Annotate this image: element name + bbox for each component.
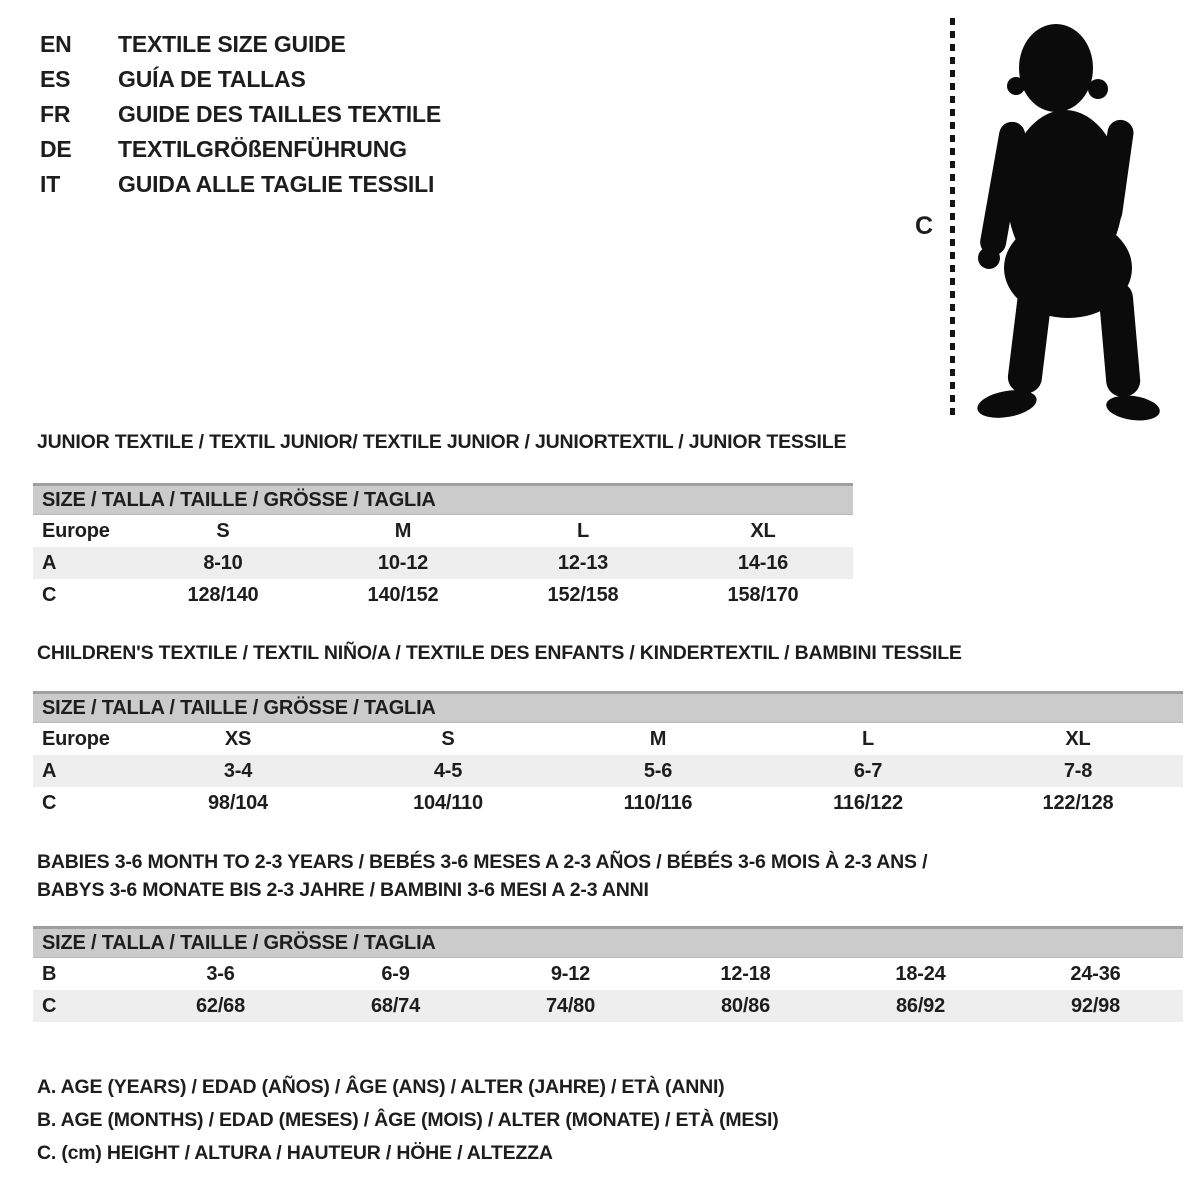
row-label: C [42,791,57,814]
language-row [40,27,441,62]
table-row-height [33,787,1183,819]
table-row-age [33,547,853,579]
language-label: TEXTILGRÖßENFÜHRUNG [118,136,407,162]
size-cell: 8-10 [203,551,243,574]
table-row-months [33,958,1183,991]
size-cell: 12-13 [557,551,609,574]
language-label: TEXTILE SIZE GUIDE [118,31,346,57]
language-label: GUIDA ALLE TAGLIE TESSILI [118,171,435,197]
size-cell: S [216,519,230,542]
size-cell: 68/74 [370,994,421,1017]
table-row-europe [33,515,853,548]
junior-size-table [33,483,853,611]
size-cell: L [861,727,875,750]
row-label: C [42,994,57,1017]
size-cell: 6-9 [381,962,410,985]
size-cell: 6-7 [853,759,883,782]
size-cell: M [649,727,667,750]
row-label: A [42,551,57,574]
babies-section-title-line1: BABIES 3-6 MONTH TO 2-3 YEARS / BEBÉS 3-6 MESES A 2-3 AÑOS / BÉBÉS 3-6 MOIS À 2-3 ANS / [37,851,928,873]
language-code: DE [40,136,72,162]
babies-section-title-line2: BABYS 3-6 MONATE BIS 2-3 JAHRE / BAMBINI 3-6 MESI A 2-3 ANNI [37,879,649,901]
language-list [40,27,441,202]
size-cell: 80/86 [720,994,771,1017]
size-cell: 128/140 [187,583,259,606]
language-row [40,97,441,132]
size-cell: 7-8 [1063,759,1093,782]
size-cell: XL [1065,727,1091,750]
size-cell: 14-16 [737,551,789,574]
babies-section [33,848,1183,1022]
size-cell: 140/152 [367,583,439,606]
row-label: C [42,583,57,606]
junior-section-title: JUNIOR TEXTILE / TEXTIL JUNIOR/ TEXTILE JUNIOR / JUNIORTEXTIL / JUNIOR TESSILE [37,431,847,453]
size-cell: 98/104 [208,791,268,814]
size-cell: 74/80 [545,994,596,1017]
children-size-table [33,691,1183,819]
row-label: A [42,759,57,782]
children-section [33,641,1183,819]
size-header-bar: SIZE / TALLA / TAILLE / GRÖSSE / TAGLIA [33,485,853,515]
baby-silhouette-icon [963,12,1173,424]
size-cell: 10-12 [377,551,429,574]
table-row-height [33,990,1183,1022]
language-label: GUIDE DES TAILLES TEXTILE [118,101,441,127]
language-label: GUÍA DE TALLAS [118,66,306,92]
size-cell: XL [750,519,776,542]
table-header-row [33,485,853,515]
table-row-height [33,579,853,611]
language-code: EN [40,31,72,57]
language-code: ES [40,66,71,92]
height-measure-label: C [915,212,934,240]
size-cell: 9-12 [550,962,591,985]
row-label: B [42,962,57,985]
size-cell: 122/128 [1042,791,1114,814]
language-code: IT [40,171,61,197]
size-cell: M [394,519,412,542]
size-cell: S [441,727,455,750]
size-cell: 110/116 [623,791,693,814]
size-cell: 116/122 [833,791,903,814]
row-label: Europe [42,519,110,542]
size-cell: 18-24 [895,962,946,985]
size-cell: 3-4 [223,759,253,782]
table-row-europe [33,723,1183,756]
row-label: Europe [42,727,110,750]
height-dashed-line [950,18,955,418]
size-cell: 12-18 [720,962,771,985]
size-figure [905,8,1195,428]
legend-line-b: B. AGE (MONTHS) / EDAD (MESES) / ÂGE (MOIS) / ALTER (MONATE) / ETÀ (MESI) [37,1109,779,1131]
size-cell: L [576,519,590,542]
size-cell: 62/68 [195,994,246,1017]
size-header-bar: SIZE / TALLA / TAILLE / GRÖSSE / TAGLIA [33,928,1183,958]
size-cell: 104/110 [413,791,483,814]
table-row-age [33,755,1183,787]
language-row [40,132,441,167]
size-cell: XS [224,727,252,750]
babies-size-table [33,926,1183,1022]
language-code: FR [40,101,71,127]
size-cell: 158/170 [727,583,799,606]
size-cell: 3-6 [206,962,235,985]
size-cell: 92/98 [1070,994,1121,1017]
legend-line-a: A. AGE (YEARS) / EDAD (AÑOS) / ÂGE (ANS) / ALTER (JAHRE) / ETÀ (ANNI) [37,1076,725,1098]
size-cell: 86/92 [895,994,946,1017]
children-section-title: CHILDREN'S TEXTILE / TEXTIL NIÑO/A / TEXTILE DES ENFANTS / KINDERTEXTIL / BAMBINI TESSILE [37,642,962,664]
language-row [40,62,441,97]
table-header-row [33,693,1183,723]
size-header-bar: SIZE / TALLA / TAILLE / GRÖSSE / TAGLIA [33,693,1183,723]
junior-section [33,430,853,611]
size-cell: 5-6 [643,759,673,782]
size-cell: 24-36 [1070,962,1121,985]
language-row [40,167,441,202]
size-cell: 4-5 [433,759,463,782]
size-cell: 152/158 [547,583,619,606]
legend [37,1071,779,1170]
legend-line-c: C. (cm) HEIGHT / ALTURA / HAUTEUR / HÖHE / ALTEZZA [37,1142,553,1164]
table-header-row [33,928,1183,958]
